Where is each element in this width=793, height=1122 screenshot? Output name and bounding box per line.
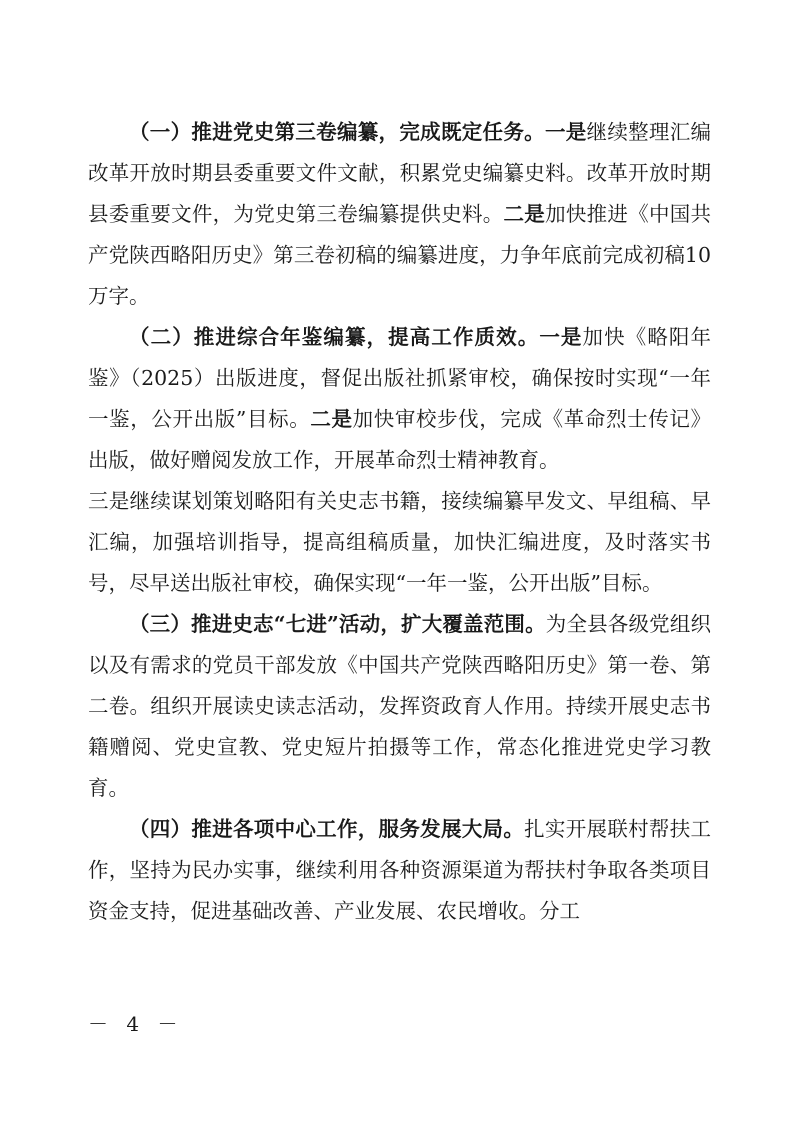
paragraph-1-point-1-text: 继续整理汇编改革开放时期县委重要文件文献，积累党史编纂史料。改革开放时期县委重要文件，为党史第三卷编纂提供史料。 [88,120,712,226]
paragraph-5 [88,809,711,932]
document-body [88,112,711,932]
paragraph-5-text: 扎实开展联村帮扶工作，坚持为民办实事，继续利用各种资源渠道为帮扶村争取各类项目资金支持，促进基础改善、产业发展、农民增收。分工 [88,817,712,923]
paragraph-4 [88,604,711,809]
paragraph-1-point-2-marker: 二是 [503,202,546,226]
page-number: － 4 － [88,1012,184,1036]
paragraph-1-point-2-text: 加快推进《中国共产党陕西略阳历史》第三卷初稿的编纂进度，力争年底前完成初稿10万字。 [88,202,712,308]
paragraph-2-point-2-text: 加快审校步伐，完成《革命烈士传记》出版，做好赠阅发放工作，开展革命烈士精神教育。 [88,407,712,472]
paragraph-2-heading: （二）推进综合年鉴编纂，提高工作质效。 [129,325,540,349]
paragraph-3-text: 三是继续谋划策划略阳有关史志书籍，接续编纂早发文、早组稿、早汇编，加强培训指导，提高组稿质量，加快汇编进度，及时落实书号，尽早送出版社审校，确保实现“一年一鉴，公开出版”目标。 [88,489,711,595]
paragraph-1-heading: （一）推进党史第三卷编纂，完成既定任务。 [129,120,545,144]
paragraph-1-point-1-marker: 一是 [544,120,587,144]
paragraph-4-text: 为全县各级党组织以及有需求的党员干部发放《中国共产党陕西略阳历史》第一卷、第二卷。组织开展读史读志活动，发挥资政育人作用。持续开展史志书籍赠阅、党史宣教、党史短片拍摄等工作，常态化推进党史学习教育。 [88,612,711,800]
paragraph-2-point-1-marker: 一是 [539,325,583,349]
paragraph-3 [88,481,711,604]
paragraph-5-heading: （四）推进各项中心工作，服务发展大局。 [129,817,525,841]
paragraph-2-point-1-text: 加快《略阳年鉴》（2025）出版进度，督促出版社抓紧审校，确保按时实现“一年一鉴，公开出版”目标。 [88,325,712,431]
paragraph-4-heading: （三）推进史志“七进”活动，扩大覆盖范围。 [129,612,546,636]
paragraph-1 [88,112,711,317]
paragraph-2-point-2-marker: 二是 [310,407,353,431]
paragraph-2 [88,317,711,481]
